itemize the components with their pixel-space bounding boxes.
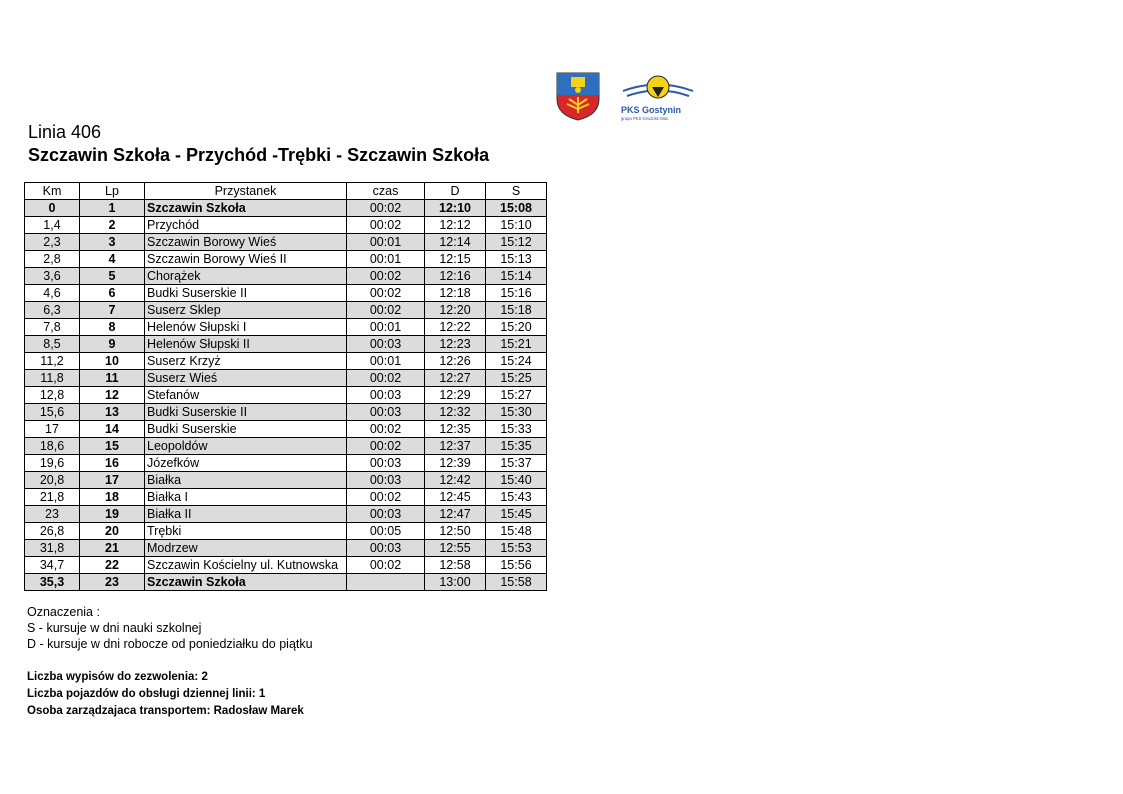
cell-s: 15:12 (486, 234, 547, 251)
cell-s: 15:20 (486, 319, 547, 336)
cell-stop: Budki Suserskie (145, 421, 347, 438)
pks-gostynin-logo (619, 73, 697, 123)
cell-lp: 8 (80, 319, 145, 336)
cell-stop: Suserz Wieś (145, 370, 347, 387)
cell-d: 12:39 (425, 455, 486, 472)
table-row (25, 421, 547, 438)
cell-d: 12:42 (425, 472, 486, 489)
cell-km: 19,6 (25, 455, 80, 472)
cell-lp: 19 (80, 506, 145, 523)
cell-km: 34,7 (25, 557, 80, 574)
cell-d: 12:45 (425, 489, 486, 506)
cell-s: 15:58 (486, 574, 547, 591)
cell-d: 12:55 (425, 540, 486, 557)
cell-czas: 00:03 (347, 472, 425, 489)
cell-s: 15:33 (486, 421, 547, 438)
cell-czas (347, 574, 425, 591)
legend-d: D - kursuje w dni robocze od poniedziałku do piątku (27, 637, 313, 651)
table-row (25, 285, 547, 302)
cell-s: 15:43 (486, 489, 547, 506)
info-osoba: Osoba zarządzajaca transportem: Radosław Marek (27, 705, 304, 717)
cell-s: 15:21 (486, 336, 547, 353)
cell-km: 12,8 (25, 387, 80, 404)
cell-stop: Józefków (145, 455, 347, 472)
cell-s: 15:35 (486, 438, 547, 455)
cell-d: 12:15 (425, 251, 486, 268)
permit-info (27, 669, 304, 720)
cell-lp: 23 (80, 574, 145, 591)
table-row (25, 268, 547, 285)
cell-czas: 00:02 (347, 557, 425, 574)
cell-stop: Stefanów (145, 387, 347, 404)
cell-lp: 7 (80, 302, 145, 319)
cell-czas: 00:03 (347, 506, 425, 523)
cell-km: 8,5 (25, 336, 80, 353)
cell-d: 12:23 (425, 336, 486, 353)
cell-s: 15:08 (486, 200, 547, 217)
cell-lp: 5 (80, 268, 145, 285)
cell-stop: Trębki (145, 523, 347, 540)
cell-d: 12:27 (425, 370, 486, 387)
cell-stop: Budki Suserskie II (145, 404, 347, 421)
cell-km: 2,3 (25, 234, 80, 251)
cell-czas: 00:03 (347, 387, 425, 404)
cell-d: 12:22 (425, 319, 486, 336)
cell-s: 15:53 (486, 540, 547, 557)
col-stop: Przystanek (145, 183, 347, 200)
cell-d: 12:58 (425, 557, 486, 574)
cell-lp: 20 (80, 523, 145, 540)
timetable (24, 182, 547, 591)
cell-czas: 00:02 (347, 302, 425, 319)
table-row (25, 200, 547, 217)
cell-lp: 13 (80, 404, 145, 421)
cell-d: 12:20 (425, 302, 486, 319)
cell-lp: 11 (80, 370, 145, 387)
table-row (25, 234, 547, 251)
cell-stop: Helenów Słupski II (145, 336, 347, 353)
legend (27, 604, 313, 652)
cell-s: 15:30 (486, 404, 547, 421)
cell-czas: 00:05 (347, 523, 425, 540)
cell-km: 0 (25, 200, 80, 217)
cell-km: 35,3 (25, 574, 80, 591)
cell-stop: Leopoldów (145, 438, 347, 455)
cell-d: 13:00 (425, 574, 486, 591)
table-row (25, 387, 547, 404)
cell-s: 15:10 (486, 217, 547, 234)
cell-d: 12:32 (425, 404, 486, 421)
cell-czas: 00:02 (347, 268, 425, 285)
col-km: Km (25, 183, 80, 200)
cell-km: 7,8 (25, 319, 80, 336)
table-row (25, 251, 547, 268)
cell-czas: 00:03 (347, 404, 425, 421)
cell-czas: 00:02 (347, 200, 425, 217)
cell-stop: Helenów Słupski I (145, 319, 347, 336)
col-lp: Lp (80, 183, 145, 200)
cell-lp: 22 (80, 557, 145, 574)
cell-czas: 00:03 (347, 540, 425, 557)
cell-lp: 12 (80, 387, 145, 404)
cell-s: 15:13 (486, 251, 547, 268)
cell-km: 3,6 (25, 268, 80, 285)
cell-stop: Budki Suserskie II (145, 285, 347, 302)
legend-s: S - kursuje w dni nauki szkolnej (27, 621, 202, 635)
table-row (25, 540, 547, 557)
cell-stop: Szczawin Borowy Wieś II (145, 251, 347, 268)
cell-lp: 21 (80, 540, 145, 557)
cell-km: 18,6 (25, 438, 80, 455)
cell-czas: 00:02 (347, 217, 425, 234)
cell-km: 6,3 (25, 302, 80, 319)
cell-lp: 4 (80, 251, 145, 268)
table-row (25, 574, 547, 591)
cell-lp: 2 (80, 217, 145, 234)
cell-s: 15:48 (486, 523, 547, 540)
cell-lp: 3 (80, 234, 145, 251)
cell-d: 12:16 (425, 268, 486, 285)
cell-d: 12:29 (425, 387, 486, 404)
route-title: Szczawin Szkoła - Przychód -Trębki - Szczawin Szkoła (28, 145, 490, 165)
legend-title: Oznaczenia : (27, 605, 100, 619)
table-row (25, 302, 547, 319)
cell-lp: 16 (80, 455, 145, 472)
col-s: S (486, 183, 547, 200)
cell-s: 15:25 (486, 370, 547, 387)
cell-s: 15:56 (486, 557, 547, 574)
cell-s: 15:45 (486, 506, 547, 523)
cell-lp: 15 (80, 438, 145, 455)
cell-s: 15:16 (486, 285, 547, 302)
cell-lp: 9 (80, 336, 145, 353)
cell-km: 2,8 (25, 251, 80, 268)
cell-km: 20,8 (25, 472, 80, 489)
cell-czas: 00:03 (347, 336, 425, 353)
cell-km: 26,8 (25, 523, 80, 540)
cell-km: 17 (25, 421, 80, 438)
cell-km: 1,4 (25, 217, 80, 234)
table-row (25, 523, 547, 540)
cell-lp: 6 (80, 285, 145, 302)
cell-s: 15:14 (486, 268, 547, 285)
cell-czas: 00:02 (347, 438, 425, 455)
cell-d: 12:50 (425, 523, 486, 540)
cell-d: 12:47 (425, 506, 486, 523)
cell-czas: 00:01 (347, 234, 425, 251)
cell-stop: Białka II (145, 506, 347, 523)
cell-km: 11,2 (25, 353, 80, 370)
cell-d: 12:37 (425, 438, 486, 455)
cell-stop: Szczawin Borowy Wieś (145, 234, 347, 251)
cell-km: 11,8 (25, 370, 80, 387)
table-row (25, 506, 547, 523)
logo-subtext: grupa PKS Grodzisk Maz. (621, 116, 670, 121)
cell-lp: 14 (80, 421, 145, 438)
info-pojazdy: Liczba pojazdów do obsługi dziennej linii: 1 (27, 688, 266, 700)
cell-stop: Szczawin Szkoła (145, 200, 347, 217)
col-czas: czas (347, 183, 425, 200)
cell-s: 15:18 (486, 302, 547, 319)
cell-czas: 00:01 (347, 319, 425, 336)
cell-stop: Przychód (145, 217, 347, 234)
cell-d: 12:35 (425, 421, 486, 438)
cell-stop: Suserz Krzyż (145, 353, 347, 370)
line-number: Linia 406 (28, 122, 102, 142)
table-row (25, 557, 547, 574)
cell-czas: 00:03 (347, 455, 425, 472)
cell-s: 15:40 (486, 472, 547, 489)
cell-km: 4,6 (25, 285, 80, 302)
cell-czas: 00:02 (347, 489, 425, 506)
cell-s: 15:24 (486, 353, 547, 370)
cell-czas: 00:01 (347, 353, 425, 370)
cell-czas: 00:02 (347, 421, 425, 438)
cell-km: 15,6 (25, 404, 80, 421)
cell-stop: Szczawin Szkoła (145, 574, 347, 591)
table-row (25, 489, 547, 506)
info-wypisy: Liczba wypisów do zezwolenia: 2 (27, 671, 208, 683)
cell-km: 31,8 (25, 540, 80, 557)
table-row (25, 353, 547, 370)
coat-of-arms-logo (555, 71, 601, 121)
cell-czas: 00:02 (347, 285, 425, 302)
cell-stop: Szczawin Kościelny ul. Kutnowska (145, 557, 347, 574)
cell-lp: 17 (80, 472, 145, 489)
table-row (25, 217, 547, 234)
cell-stop: Modrzew (145, 540, 347, 557)
table-row (25, 336, 547, 353)
cell-d: 12:12 (425, 217, 486, 234)
cell-d: 12:18 (425, 285, 486, 302)
cell-km: 23 (25, 506, 80, 523)
cell-d: 12:14 (425, 234, 486, 251)
cell-czas: 00:01 (347, 251, 425, 268)
cell-s: 15:37 (486, 455, 547, 472)
cell-d: 12:10 (425, 200, 486, 217)
cell-lp: 1 (80, 200, 145, 217)
cell-d: 12:26 (425, 353, 486, 370)
cell-lp: 10 (80, 353, 145, 370)
cell-s: 15:27 (486, 387, 547, 404)
col-d: D (425, 183, 486, 200)
table-header-row (25, 183, 547, 200)
cell-km: 21,8 (25, 489, 80, 506)
cell-czas: 00:02 (347, 370, 425, 387)
cell-stop: Chorążek (145, 268, 347, 285)
cell-lp: 18 (80, 489, 145, 506)
logo-text: PKS Gostynin (621, 105, 682, 115)
cell-stop: Suserz Sklep (145, 302, 347, 319)
cell-stop: Białka (145, 472, 347, 489)
table-row (25, 472, 547, 489)
table-row (25, 319, 547, 336)
table-row (25, 455, 547, 472)
table-row (25, 404, 547, 421)
table-row (25, 370, 547, 387)
cell-stop: Białka I (145, 489, 347, 506)
table-row (25, 438, 547, 455)
